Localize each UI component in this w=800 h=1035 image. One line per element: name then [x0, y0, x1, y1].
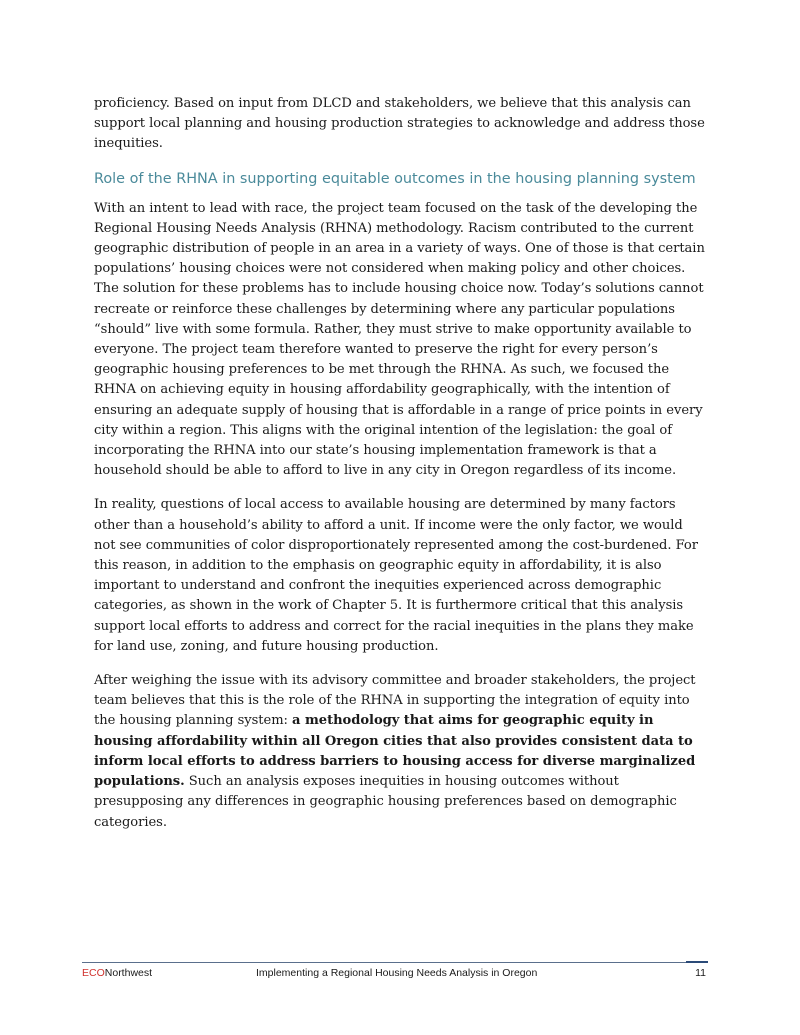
paragraph-3-trailing-text: Such an analysis exposes inequities in housing outcomes without presupposing any differences in geographic housing preferences based on demographic categories. [94, 774, 677, 830]
section-heading: Role of the RHNA in supporting equitable outcomes in the housing planning system [94, 170, 696, 187]
footer-brand-accent: ECO [82, 967, 105, 979]
footer-rule-accent [686, 961, 708, 963]
page-footer [82, 962, 708, 982]
footer-report-title: Implementing a Regional Housing Needs Analysis in Oregon [256, 967, 538, 979]
footer-brand-rest: Northwest [104, 967, 153, 979]
body-paragraph-2: In reality, questions of local access to available housing are determined by many factors other than a household’s ability to afford a unit. If income were the only factor, we would not see communities of color disproportionately represented among the cost-burdened. For this reason, in addition to the emphasis on geographic equity in affordability, it is also important to understand and confront the inequities experienced across demographic categories, as shown in the work of Chapter 5. It is furthermore critical that this analysis support local efforts to address and correct for the racial inequities in the plans they make for land use, zoning, and future housing production. [94, 497, 698, 654]
footer-rule [82, 962, 708, 963]
intro-paragraph: proficiency. Based on input from DLCD and stakeholders, we believe that this analysis can support local planning and housing production strategies to acknowledge and address those inequities. [94, 96, 705, 152]
paragraph-3-bold-statement: a methodology that aims for geographic equity in housing affordability within all Oregon cities that also provides consistent data to inform local efforts to address barriers to housing access for diverse marginalized populations. [94, 713, 696, 790]
paragraph-3-lead-text: After weighing the issue with its advisory committee and broader stakeholders, the project team believes that this is the role of the RHNA in supporting the integration of equity into the housing planning system: [94, 673, 696, 729]
footer-brand [82, 967, 152, 979]
page-number: 11 [695, 967, 706, 979]
body-paragraph-1: With an intent to lead with race, the project team focused on the task of the developing the Regional Housing Needs Analysis (RHNA) methodology. Racism contributed to the current geographic distribution of people in an area in a variety of ways. One of those is that certain populations’ housing choices were not considered when making policy and other choices. The solution for these problems has to include housing choice now. Today’s solutions cannot recreate or reinforce these challenges by determining where any particular populations “should” live with some formula. Rather, they must strive to make opportunity available to everyone. The project team therefore wanted to preserve the right for every person’s geographic housing preferences to be met through the RHNA. As such, we focused the RHNA on achieving equity in housing affordability geographically, with the intention of ensuring an adequate supply of housing that is affordable in a range of price points in every city within a region. This aligns with the original intention of the legislation: the goal of incorporating the RHNA into our state’s housing implementation framework is that a household should be able to afford to live in any city in Oregon regardless of its income. [94, 200, 705, 479]
page-body [94, 94, 706, 847]
body-paragraph-3 [94, 671, 706, 833]
